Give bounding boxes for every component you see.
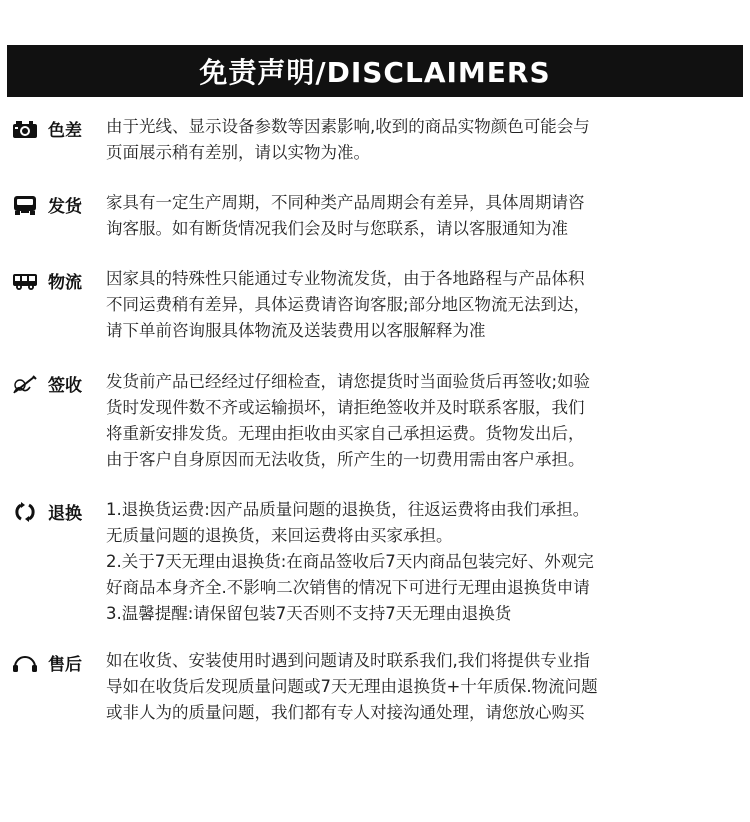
text-line: 询客服。如有断货情况我们会及时与您联系，请以客服通知为准 bbox=[106, 219, 568, 238]
label-sign-receipt: 签收 bbox=[48, 376, 82, 396]
bus-icon bbox=[12, 194, 38, 216]
section-label bbox=[12, 268, 104, 293]
headset-icon bbox=[12, 652, 38, 674]
section-label bbox=[12, 116, 104, 141]
text-line: 或非人为的质量问题，我们都有专人对接沟通处理，请您放心购买 bbox=[106, 703, 585, 722]
text-line: 请下单前咨询服具体物流及送装费用以客服解释为准 bbox=[106, 321, 486, 340]
signature-icon bbox=[12, 373, 38, 395]
section-body bbox=[106, 648, 742, 726]
section-label bbox=[12, 371, 104, 396]
label-color-difference: 色差 bbox=[48, 121, 82, 141]
section-body bbox=[106, 190, 742, 242]
section-label bbox=[12, 650, 104, 675]
text-line: 货时发现件数不齐或运输损坏，请拒绝签收并及时联系客服，我们 bbox=[106, 398, 585, 417]
text-line: 页面展示稍有差别，请以实物为准。 bbox=[106, 143, 370, 162]
text-line: 2.关于7天无理由退换货:在商品签收后7天内商品包装完好、外观完 bbox=[106, 552, 594, 571]
truck-icon bbox=[12, 270, 38, 292]
text-line: 导如在收货后发现质量问题或7天无理由退换货+十年质保.物流问题 bbox=[106, 677, 598, 696]
text-line: 由于客户自身原因而无法收货，所产生的一切费用需由客户承担。 bbox=[106, 450, 585, 469]
disclaimer-banner bbox=[7, 45, 743, 97]
text-line: 如在收货、安装使用时遇到问题请及时联系我们,我们将提供专业指 bbox=[106, 651, 590, 670]
label-return-exchange: 退换 bbox=[48, 504, 82, 524]
text-line: 好商品本身齐全.不影响二次销售的情况下可进行无理由退换货申请 bbox=[106, 578, 590, 597]
text-line: 由于光线、显示设备参数等因素影响,收到的商品实物颜色可能会与 bbox=[106, 117, 590, 136]
section-body bbox=[106, 369, 742, 473]
exchange-icon bbox=[12, 501, 38, 523]
camera-icon bbox=[12, 118, 38, 140]
label-after-sales: 售后 bbox=[48, 655, 82, 675]
text-line: 发货前产品已经经过仔细检查，请您提货时当面验货后再签收;如验 bbox=[106, 372, 591, 391]
text-line: 家具有一定生产周期，不同种类产品周期会有差异，具体周期请咨 bbox=[106, 193, 585, 212]
section-body bbox=[106, 497, 742, 627]
section-label bbox=[12, 499, 104, 524]
banner-title: 免责声明/DISCLAIMERS bbox=[199, 56, 551, 89]
text-line: 不同运费稍有差异，具体运费请咨询客服;部分地区物流无法到达， bbox=[106, 295, 591, 314]
section-label bbox=[12, 192, 104, 217]
label-logistics: 物流 bbox=[48, 273, 82, 293]
text-line: 3.温馨提醒:请保留包装7天否则不支持7天无理由退换货 bbox=[106, 604, 512, 623]
label-shipping: 发货 bbox=[48, 197, 82, 217]
section-body bbox=[106, 266, 742, 344]
text-line: 1.退换货运费:因产品质量问题的退换货，往返运费将由我们承担。 bbox=[106, 500, 590, 519]
section-body bbox=[106, 114, 742, 166]
text-line: 因家具的特殊性只能通过专业物流发货，由于各地路程与产品体积 bbox=[106, 269, 585, 288]
text-line: 将重新安排发货。无理由拒收由买家自己承担运费。货物发出后， bbox=[106, 424, 585, 443]
text-line: 无质量问题的退换货，来回运费将由买家承担。 bbox=[106, 526, 453, 545]
